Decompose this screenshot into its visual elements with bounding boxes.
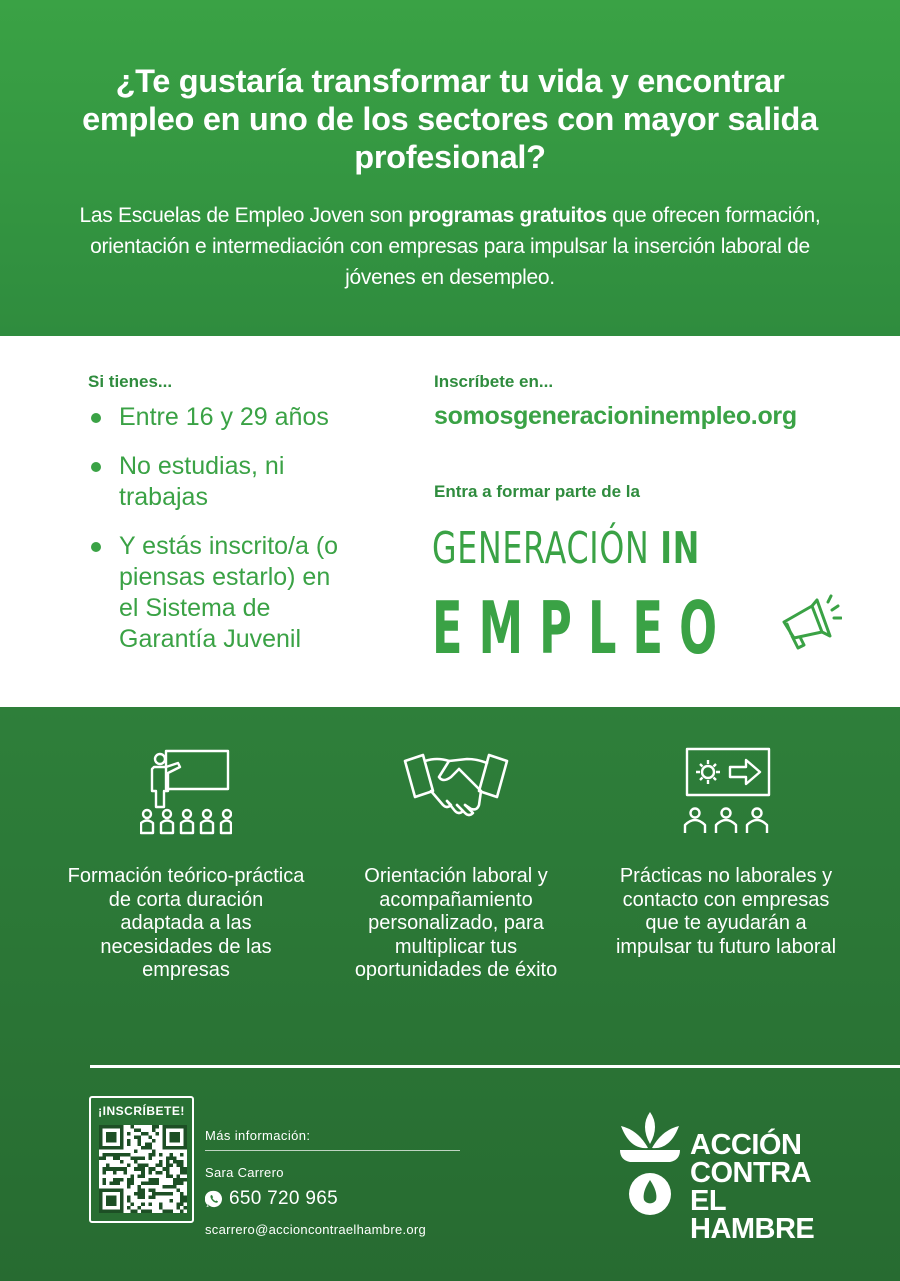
intro-text-start: Las Escuelas de Empleo Joven son <box>79 204 409 227</box>
qr-card[interactable] <box>89 1096 194 1223</box>
org-name-line2: CONTRA EL <box>690 1157 810 1217</box>
whatsapp-icon <box>205 1190 223 1208</box>
accion-contra-el-hambre-symbol <box>618 1110 682 1220</box>
feature-guidance-text: Orientación laboral y acompañamiento personalizado, para multiplicar tus oportunidades de éxito <box>354 865 558 981</box>
requirement-item <box>88 451 288 513</box>
qr-heading: ¡INSCRÍBETE! <box>98 1104 185 1118</box>
contact-name: Sara Carrero <box>205 1165 284 1180</box>
generacion-logo-line2: EMPLEO <box>432 586 734 670</box>
requirements-list <box>88 402 388 673</box>
feature-guidance <box>336 747 576 983</box>
intro-highlight: programas gratuitos <box>408 204 607 227</box>
join-text: Entra a formar parte de la <box>434 482 640 501</box>
megaphone-icon <box>776 592 842 652</box>
feature-training <box>66 747 306 983</box>
contact-email[interactable]: scarrero@accioncontraelhambre.org <box>205 1222 427 1237</box>
header-section <box>0 0 900 336</box>
requirement-age: Entre 16 y 29 años <box>119 403 329 431</box>
phone-number: 650 720 965 <box>229 1188 338 1209</box>
settings-arrow-board-icon <box>680 747 772 835</box>
contact-phone[interactable] <box>205 1188 465 1210</box>
benefits-section <box>0 707 900 1281</box>
contact-info <box>205 1128 465 1237</box>
requirement-item <box>88 402 388 433</box>
requirement-garantia: Y estás inscrito/a (o piensas estarlo) en el Sistema de Garantía Juvenil <box>119 532 339 653</box>
generacion-logo-line1 <box>432 522 700 576</box>
feature-internship <box>606 747 846 959</box>
handshake-icon <box>401 747 511 835</box>
qr-code[interactable] <box>99 1125 187 1213</box>
divider <box>90 1065 900 1068</box>
requirement-no-study: No estudias, ni trabajas <box>119 452 285 511</box>
intro-text <box>60 200 840 293</box>
feature-training-text: Formación teórico-práctica de corta duración adaptada a las necesidades de las empresas <box>67 865 305 981</box>
requirements-section <box>0 336 900 707</box>
org-name-line3: HAMBRE <box>690 1213 815 1245</box>
more-info-label: Más información: <box>205 1128 460 1151</box>
logo-word-generacion: GENERACIÓN <box>432 523 650 574</box>
intro-text-end: que ofrecen formación, orientación e intermediación con empresas para impulsar la inserción laboral de jóvenes en desempleo. <box>90 204 821 289</box>
headline: ¿Te gustaría transformar tu vida y encontrar empleo en uno de los sectores con mayor salida profesional? <box>82 63 818 175</box>
requirement-item <box>88 531 348 655</box>
accion-contra-el-hambre-logo <box>618 1107 848 1245</box>
feature-internship-text: Prácticas no laborales y contacto con empresas que te ayudarán a impulsar tu futuro laboral <box>615 865 837 958</box>
teacher-presentation-icon <box>140 747 232 835</box>
org-name <box>690 1131 848 1243</box>
logo-word-in: IN <box>660 523 700 574</box>
org-name-line1: ACCIÓN <box>690 1129 802 1161</box>
requirements-label: Si tienes... <box>88 372 173 391</box>
signup-label: Inscríbete en... <box>434 372 554 391</box>
website-link[interactable]: somosgeneracioninempleo.org <box>434 402 797 430</box>
